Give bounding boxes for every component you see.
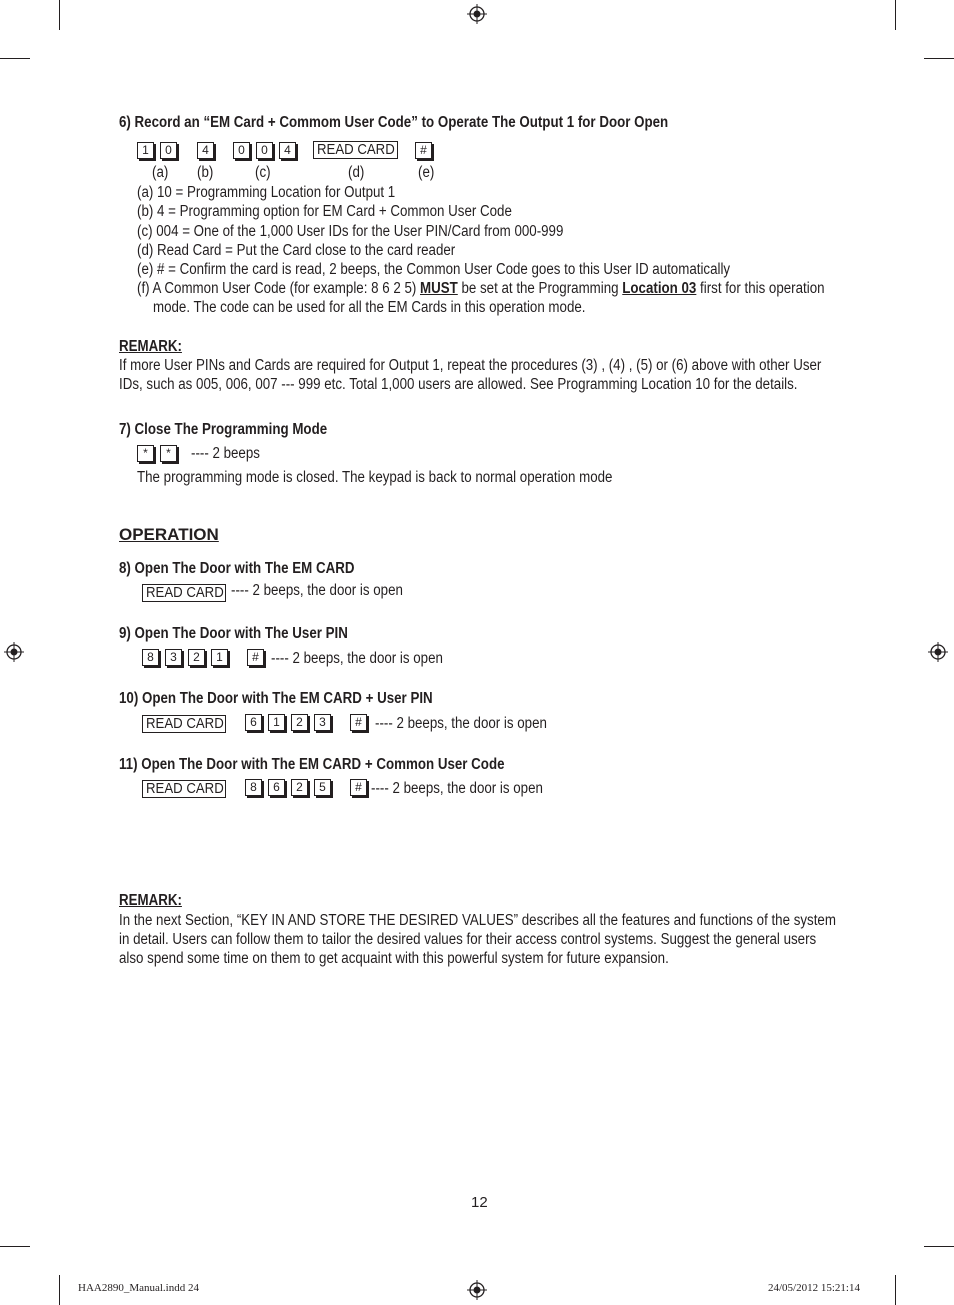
key-2: 2 (291, 714, 308, 731)
key-hash: # (247, 649, 264, 666)
read-card-box: READ CARD (142, 584, 226, 602)
section-10-heading: 10) Open The Door with The EM CARD + User PIN (119, 690, 433, 707)
key-star: * (137, 445, 154, 462)
remark-2-title: REMARK: (119, 892, 182, 909)
label-c: (c) (255, 164, 271, 181)
key-8: 8 (245, 779, 262, 796)
read-card-box: READ CARD (142, 780, 226, 798)
remark-1-line1: If more User PINs and Cards are required for Output 1, repeat the procedures (3) , (4) , (5) or (6) above with other User (119, 357, 822, 374)
label-d: (d) (348, 164, 365, 181)
crop-mark (59, 0, 60, 30)
crop-mark (59, 1275, 60, 1305)
key-0: 0 (160, 142, 177, 159)
key-star: * (160, 445, 177, 462)
crop-mark (0, 1246, 30, 1247)
item-f-post: first for this operation (696, 280, 825, 297)
item-d: (d) Read Card = Put the Card close to the card reader (137, 242, 456, 259)
key-hash: # (350, 714, 367, 731)
key-3: 3 (165, 649, 182, 666)
key-6: 6 (268, 779, 285, 796)
registration-mark-icon (928, 642, 948, 662)
remark-2-line1: In the next Section, “KEY IN AND STORE THE DESIRED VALUES” describes all the features and functions of the system (119, 912, 836, 929)
location-03-emphasis: Location 03 (622, 280, 697, 297)
key-5: 5 (314, 779, 331, 796)
footer-timestamp: 24/05/2012 15:21:14 (768, 1282, 860, 1294)
section-7-heading: 7) Close The Programming Mode (119, 421, 328, 438)
key-hash: # (415, 142, 432, 159)
key-hash: # (350, 779, 367, 796)
section-11-heading: 11) Open The Door with The EM CARD + Common User Code (119, 756, 505, 773)
crop-mark (895, 0, 896, 30)
key-8: 8 (142, 649, 159, 666)
key-1: 1 (268, 714, 285, 731)
section-8-result: ---- 2 beeps, the door is open (231, 582, 403, 599)
key-1: 1 (137, 142, 154, 159)
key-2: 2 (291, 779, 308, 796)
crop-mark (0, 58, 30, 59)
remark-2-line2: in detail. Users can follow them to tailor the desired values for their access control systems. Suggest the general users (119, 931, 817, 948)
key-0: 0 (256, 142, 273, 159)
section-9-result: ---- 2 beeps, the door is open (271, 650, 443, 667)
registration-mark-icon (4, 642, 24, 662)
registration-mark-icon (467, 1280, 487, 1300)
key-1: 1 (211, 649, 228, 666)
label-a: (a) (152, 164, 169, 181)
crop-mark (924, 58, 954, 59)
operation-heading: OPERATION (119, 525, 219, 544)
item-c: (c) 004 = One of the 1,000 User IDs for the User PIN/Card from 000-999 (137, 223, 564, 240)
item-f (137, 279, 825, 298)
item-f-pre: (f) A Common User Code (for example: 8 6 2 5) (137, 280, 421, 297)
key-2: 2 (188, 649, 205, 666)
item-a: (a) 10 = Programming Location for Output 1 (137, 184, 396, 201)
remark-1-line2: IDs, such as 005, 006, 007 --- 999 etc. Total 1,000 users are allowed. See Programming Location 10 for the details. (119, 376, 798, 393)
label-b: (b) (197, 164, 214, 181)
section-7-beeps: ---- 2 beeps (191, 445, 260, 462)
must-emphasis: MUST (420, 280, 458, 297)
section-7-text: The programming mode is closed. The keypad is back to normal operation mode (137, 469, 613, 486)
crop-mark (895, 1275, 896, 1305)
section-11-result: ---- 2 beeps, the door is open (371, 780, 543, 797)
page-number: 12 (471, 1194, 488, 1211)
registration-mark-icon (467, 4, 487, 24)
read-card-box: READ CARD (142, 715, 226, 733)
remark-2-line3: also spend some time on them to get acquaint with this powerful system for future expansion. (119, 950, 669, 967)
footer-filename: HAA2890_Manual.indd 24 (78, 1282, 199, 1294)
section-10-result: ---- 2 beeps, the door is open (375, 715, 547, 732)
item-f-line2: mode. The code can be used for all the EM Cards in this operation mode. (153, 299, 586, 316)
read-card-box: READ CARD (313, 141, 398, 159)
key-4: 4 (197, 142, 214, 159)
key-0: 0 (233, 142, 250, 159)
key-4: 4 (279, 142, 296, 159)
remark-1-title: REMARK: (119, 338, 182, 355)
item-f-mid: be set at the Programming (457, 280, 623, 297)
key-3: 3 (314, 714, 331, 731)
section-6-heading: 6) Record an “EM Card + Commom User Code” to Operate The Output 1 for Door Open (119, 114, 669, 131)
label-e: (e) (418, 164, 435, 181)
section-9-heading: 9) Open The Door with The User PIN (119, 625, 348, 642)
item-e: (e) # = Confirm the card is read, 2 beeps, the Common User Code goes to this User ID automatically (137, 261, 731, 278)
item-b: (b) 4 = Programming option for EM Card + Common User Code (137, 203, 512, 220)
section-8-heading: 8) Open The Door with The EM CARD (119, 560, 355, 577)
crop-mark (924, 1246, 954, 1247)
key-6: 6 (245, 714, 262, 731)
